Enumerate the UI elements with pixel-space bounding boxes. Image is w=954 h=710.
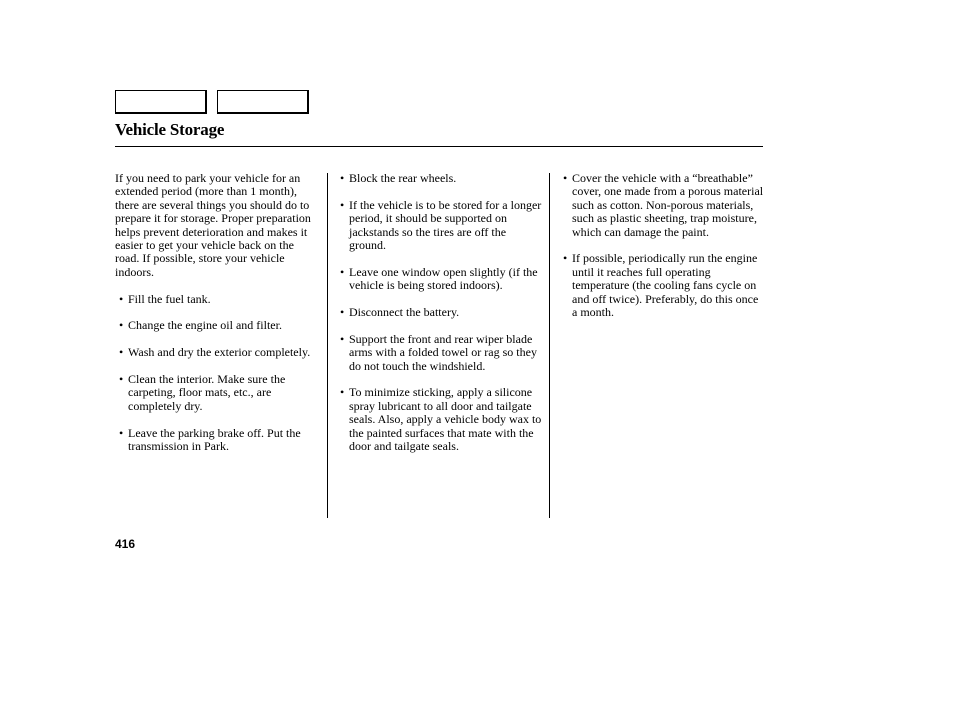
column-1 bbox=[115, 172, 320, 467]
column-2 bbox=[340, 172, 542, 467]
page-number: 416 bbox=[115, 537, 136, 551]
list-item: • Clean the interior. Make sure the carpeting, floor mats, etc., are completely dry. bbox=[119, 373, 320, 413]
nav-button-index[interactable] bbox=[217, 90, 309, 114]
list-item: • Fill the fuel tank. bbox=[119, 293, 320, 306]
nav-button-main-menu[interactable] bbox=[115, 90, 207, 114]
list-item: • Wash and dry the exterior completely. bbox=[119, 346, 320, 359]
list-item: • Cover the vehicle with a “breathable” cover, one made from a porous material such as cotton. Non-porous materials, such as plastic sheeting, trap moisture, which can damage the paint. bbox=[563, 172, 765, 239]
title-divider bbox=[115, 146, 763, 147]
intro-paragraph: If you need to park your vehicle for an extended period (more than 1 month), there are several things you should do to prepare it for storage. Proper preparation helps prevent deterioration and makes it easier to get your vehicle back on the road. If possible, store your vehicle indoors. bbox=[115, 171, 311, 279]
list-item: • Leave one window open slightly (if the vehicle is being stored indoors). bbox=[340, 266, 542, 293]
list-item: • Block the rear wheels. bbox=[340, 172, 542, 185]
column-divider bbox=[327, 173, 328, 518]
column-divider bbox=[549, 173, 550, 518]
list-item: • If possible, periodically run the engine until it reaches full operating temperature (the cooling fans cycle on and off twice). Preferably, do this once a month. bbox=[563, 252, 765, 319]
column-3 bbox=[563, 172, 765, 333]
list-item: • If the vehicle is to be stored for a longer period, it should be supported on jackstands so the tires are off the ground. bbox=[340, 199, 542, 253]
page-title: Vehicle Storage bbox=[115, 120, 225, 139]
list-item: • Change the engine oil and filter. bbox=[119, 319, 320, 332]
storage-checklist-2 bbox=[340, 172, 542, 453]
list-item: • Support the front and rear wiper blade arms with a folded towel or rag so they do not touch the windshield. bbox=[340, 333, 542, 373]
list-item: • To minimize sticking, apply a silicone spray lubricant to all door and tailgate seals. Also, apply a vehicle body wax to the painted surfaces that mate with the door and tailgate seals. bbox=[340, 386, 542, 453]
list-item: • Leave the parking brake off. Put the transmission in Park. bbox=[119, 427, 320, 454]
storage-checklist-3 bbox=[563, 172, 765, 319]
storage-checklist-1 bbox=[115, 293, 320, 454]
list-item: • Disconnect the battery. bbox=[340, 306, 542, 319]
